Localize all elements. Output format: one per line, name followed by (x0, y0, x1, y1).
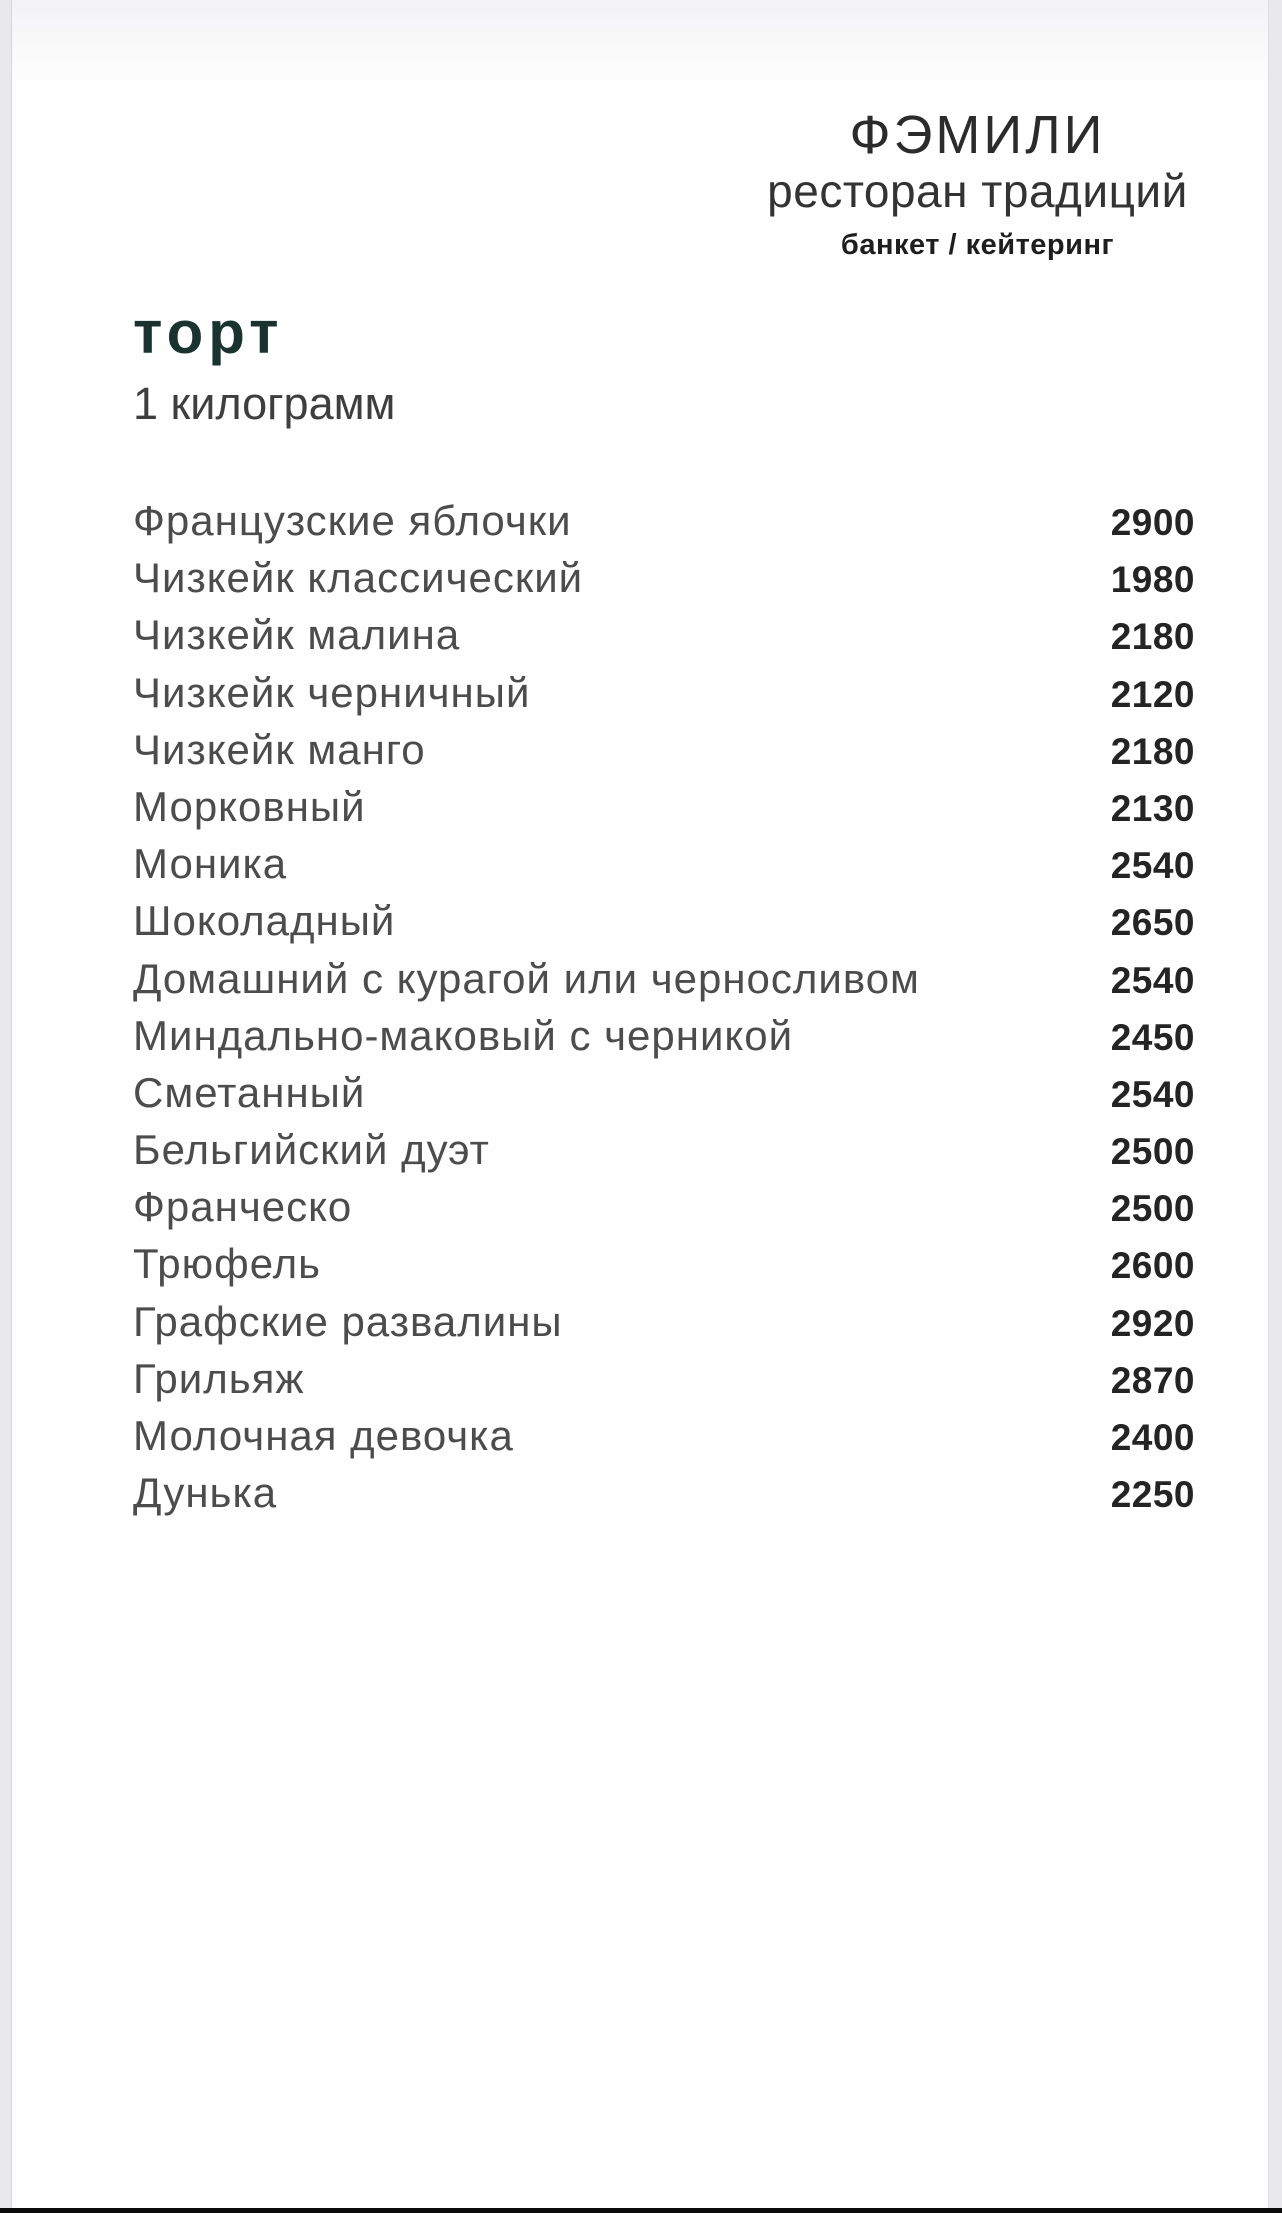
menu-item-price: 2120 (1110, 673, 1195, 715)
menu-item-price: 2130 (1110, 787, 1195, 829)
menu-item-name: Франческо (133, 1183, 353, 1231)
menu-item-name: Грильяж (133, 1354, 305, 1402)
menu-item-price: 2600 (1110, 1245, 1195, 1287)
restaurant-subtitle: ресторан традиций (767, 165, 1188, 217)
menu-item-name: Домашний с курагой или черносливом (133, 954, 920, 1002)
menu-item-name: Сметанный (133, 1068, 366, 1116)
menu-item-row (133, 950, 1195, 1007)
menu-item-price: 1980 (1110, 559, 1195, 601)
menu-list (133, 492, 1195, 1521)
restaurant-tagline: банкет / кейтеринг (840, 229, 1115, 261)
menu-item-name: Чизкейк манго (133, 725, 426, 773)
menu-item-name: Французские яблочки (133, 497, 572, 544)
menu-item-price: 2250 (1110, 1474, 1195, 1516)
menu-item-row (133, 835, 1195, 892)
bottom-edge-bar (0, 2208, 1282, 2213)
menu-page (12, 0, 1268, 2208)
restaurant-brand-block (750, 104, 1205, 262)
section-title: торт (133, 299, 284, 366)
menu-item-name: Чизкейк черничный (133, 668, 531, 716)
restaurant-name: ФЭМИЛИ (849, 105, 1106, 165)
menu-item-name: Графские развалины (133, 1297, 563, 1345)
menu-item-price: 2540 (1110, 845, 1195, 887)
menu-item-name: Трюфель (133, 1240, 322, 1288)
menu-item-name: Шоколадный (133, 897, 396, 945)
menu-item-row (133, 1235, 1195, 1292)
menu-item-price: 2900 (1110, 502, 1195, 543)
menu-item-price: 2920 (1110, 1302, 1195, 1344)
menu-item-name: Чизкейк классический (133, 554, 584, 602)
menu-item-name: Моника (133, 840, 288, 888)
menu-item-name: Морковный (133, 782, 366, 830)
menu-item-name: Молочная девочка (133, 1412, 514, 1459)
menu-item-row (133, 892, 1195, 949)
menu-item-price: 2400 (1110, 1417, 1195, 1458)
menu-item-row (133, 1464, 1195, 1521)
section-unit-label: 1 килограмм (133, 378, 396, 429)
menu-item-row (133, 664, 1195, 721)
menu-item-name: Бельгийский дуэт (133, 1126, 490, 1174)
menu-item-price: 2180 (1110, 730, 1195, 772)
menu-item-row (133, 721, 1195, 778)
menu-item-price: 2870 (1110, 1359, 1195, 1401)
menu-item-name: Дунька (133, 1469, 278, 1517)
menu-item-price: 2540 (1110, 1073, 1195, 1115)
menu-item-price: 2650 (1110, 902, 1195, 944)
menu-item-price: 2180 (1110, 616, 1195, 658)
menu-item-row (133, 1178, 1195, 1235)
menu-item-row (133, 1293, 1195, 1350)
menu-item-row (133, 1007, 1195, 1064)
menu-item-price: 2450 (1110, 1016, 1195, 1058)
menu-item-row (133, 606, 1195, 663)
menu-item-row (133, 549, 1195, 606)
menu-item-row (133, 1350, 1195, 1407)
menu-item-row (133, 1407, 1195, 1464)
menu-item-row (133, 1121, 1195, 1178)
menu-item-row (133, 778, 1195, 835)
menu-item-name: Чизкейк малина (133, 611, 461, 659)
menu-item-name: Миндально-маковый с черникой (133, 1011, 794, 1059)
menu-item-row (133, 1064, 1195, 1121)
menu-item-price: 2540 (1110, 959, 1195, 1001)
menu-item-price: 2500 (1110, 1188, 1195, 1230)
menu-item-row (133, 492, 1195, 549)
menu-item-price: 2500 (1110, 1131, 1195, 1173)
